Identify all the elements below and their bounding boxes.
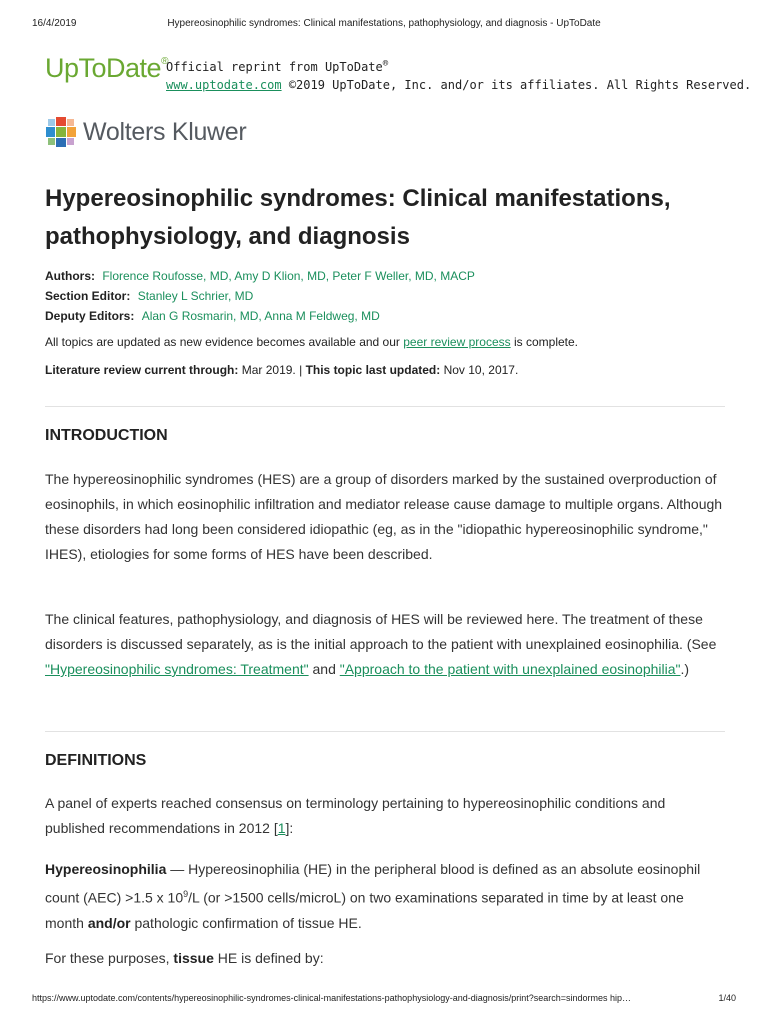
- wolters-kluwer-mosaic-icon: [45, 116, 77, 148]
- introduction-paragraph-1: The hypereosinophilic syndromes (HES) are a group of disorders marked by the sustained overproduction of eosinophils, in which eosinophilic infiltration and mediator release cause damage to multiple organs. Although these disorders had long been considered idiopathic (eg, as in the "idiopathic hypereosinophilic syndrome," IHES), etiologies for some forms of HES have been described.: [45, 471, 723, 562]
- wolters-kluwer-wordmark: Wolters Kluwer: [83, 117, 247, 146]
- print-footer: [32, 993, 736, 1007]
- definitions-heading: DEFINITIONS: [45, 752, 147, 769]
- introduction-paragraph-2: The clinical features, pathophysiology, and diagnosis of HES will be reviewed here. The treatment of these disorders is discussed separately, as is the initial approach to the patient with unexplained eosinophilia. (See "Hypereosinophilic syndromes: Treatment" and "Approach to the patient with unexplained eosinophilia".): [45, 611, 717, 677]
- copyright-text: ©2019 UpToDate, Inc. and/or its affiliates. All Rights Reserved.: [288, 78, 752, 92]
- article-metadata: [45, 266, 725, 326]
- unexplained-eosinophilia-link[interactable]: "Approach to the patient with unexplained eosinophilia": [339, 661, 681, 677]
- section-editor-row: [45, 286, 725, 306]
- uptodate-site-link[interactable]: www.uptodate.com: [166, 78, 282, 92]
- update-notice: All topics are updated as new evidence becomes available and our peer review process is complete.: [45, 335, 578, 349]
- hypereosinophilia-definition: Hypereosinophilia — Hypereosinophilia (HE) in the peripheral blood is defined as an absolute eosinophil count (AEC) >1.5 x $10^9/L$ (or >1500 cells/microL) on two examinations separated in time by at least one month and/or pathologic confirmation of tissue HE.: [45, 861, 701, 931]
- section-divider: [45, 731, 725, 732]
- deputy-editors-links[interactable]: Alan G Rosmarin, MD, Anna M Feldweg, MD: [141, 309, 380, 323]
- peer-review-link[interactable]: peer review process: [403, 335, 511, 349]
- uptodate-logo: UpToDate®: [45, 53, 168, 83]
- print-header: [32, 18, 736, 32]
- print-date: 16/4/2019: [32, 18, 77, 29]
- page-counter: 1/40: [718, 993, 736, 1003]
- print-page-title: Hypereosinophilic syndromes: Clinical manifestations, pathophysiology, and diagnosis - UpToDate: [167, 18, 601, 29]
- introduction-heading: INTRODUCTION: [45, 427, 168, 444]
- reprint-notice: Official reprint from UpToDate® www.uptodate.com ©2019 UpToDate, Inc. and/or its affiliates. All Rights Reserved.: [166, 59, 752, 92]
- hes-treatment-link[interactable]: "Hypereosinophilic syndromes: Treatment": [45, 661, 309, 677]
- section-divider: [45, 406, 725, 407]
- deputy-editors-label: Deputy Editors:: [45, 309, 135, 323]
- authors-row: [45, 266, 725, 286]
- print-url: https://www.uptodate.com/contents/hypereosinophilic-syndromes-clinical-manifestations-pathophysiology-and-diagnosis/print?search=sindormes hip…: [32, 993, 632, 1003]
- definitions-paragraph-1: A panel of experts reached consensus on terminology pertaining to hypereosinophilic conditions and published recommendations in 2012 [1]:: [45, 795, 666, 836]
- section-editor-label: Section Editor:: [45, 289, 131, 303]
- tissue-he-intro: For these purposes, tissue HE is defined by:: [45, 950, 324, 966]
- article-title: Hypereosinophilic syndromes: Clinical manifestations, pathophysiology, and diagnosis: [45, 185, 671, 250]
- reference-link-1[interactable]: 1: [277, 820, 286, 836]
- section-editor-link[interactable]: Stanley L Schrier, MD: [137, 289, 254, 303]
- deputy-editors-row: [45, 306, 725, 326]
- literature-review-line: Literature review current through: Mar 2019. | This topic last updated: Nov 10, 2017.: [45, 363, 519, 377]
- reprint-line: Official reprint from UpToDate: [166, 60, 383, 74]
- wolters-kluwer-logo: [45, 116, 246, 148]
- authors-label: Authors:: [45, 269, 95, 283]
- authors-links[interactable]: Florence Roufosse, MD, Amy D Klion, MD, Peter F Weller, MD, MACP: [102, 269, 475, 283]
